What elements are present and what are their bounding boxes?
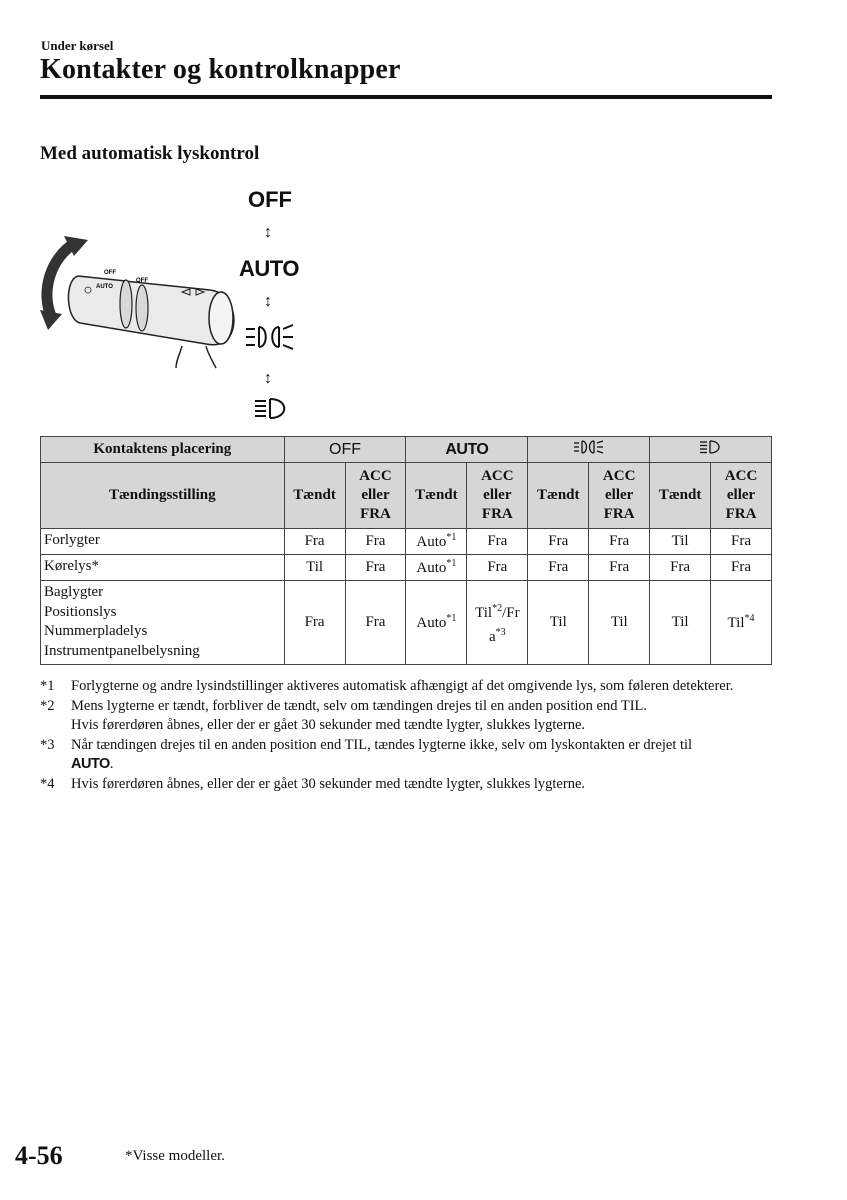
col-headlights xyxy=(650,437,772,463)
table-cell xyxy=(406,581,467,665)
footnote-line: Når tændingen drejes til en anden position end TIL, tændes lygterne ikke, selv om lyskontakten er drejet til xyxy=(71,736,693,753)
table-cell: Fra xyxy=(650,555,711,581)
table-cell: Til xyxy=(284,555,345,581)
acc-line-2: eller xyxy=(483,487,512,503)
ignition-acc xyxy=(345,463,406,529)
table-cell: Fra xyxy=(711,529,772,555)
footnote-ref: *1 xyxy=(446,558,457,569)
acc-line-3: FRA xyxy=(725,506,757,522)
footnote-ref: *2 xyxy=(492,602,503,614)
arrow-icon: ↕ xyxy=(264,224,272,241)
switch-ring-1 xyxy=(120,280,132,328)
table-cell: Til xyxy=(589,581,650,665)
table-row xyxy=(41,529,772,555)
col-auto xyxy=(406,437,528,463)
table-row xyxy=(41,555,772,581)
ignition-header-row xyxy=(41,463,772,529)
models-note: *Visse modeller. xyxy=(125,1148,225,1164)
footnote-ref: *1 xyxy=(446,532,457,543)
footnote-end: . xyxy=(109,756,114,772)
switch-label-auto: AUTO xyxy=(96,284,113,290)
table-cell: Fra xyxy=(528,529,589,555)
footnote-item xyxy=(40,677,770,697)
row-label-line: Baglygter xyxy=(44,584,104,600)
table-cell: Fra xyxy=(345,555,406,581)
switch-base xyxy=(176,346,216,368)
cell-value: Auto xyxy=(416,534,447,550)
cell-value: Til xyxy=(475,604,493,621)
row-label: Forlygter xyxy=(41,529,285,555)
table-cell: Fra xyxy=(345,529,406,555)
table-cell: Til xyxy=(528,581,589,665)
footnotes xyxy=(40,677,770,794)
acc-line-1: ACC xyxy=(359,468,392,484)
section-heading: Med automatisk lyskontrol xyxy=(40,143,260,164)
acc-line-2: eller xyxy=(605,487,634,503)
acc-line-3: FRA xyxy=(481,506,513,522)
arrow-icon: ↕ xyxy=(264,370,272,387)
headlight-icon xyxy=(253,396,293,422)
cell-value: Auto xyxy=(416,560,447,576)
col-parking xyxy=(528,437,650,463)
row-label-line: Positionslys xyxy=(44,603,117,620)
footnote-mark: *4 xyxy=(40,775,55,792)
section-label: Under kørsel xyxy=(41,38,114,53)
light-switch-illustration xyxy=(30,228,245,378)
footnote-item xyxy=(40,775,770,795)
row-label-line: Nummerpladelys xyxy=(44,623,148,639)
footnote-mark: *1 xyxy=(40,678,55,694)
footnote-line: Mens lygterne er tændt, forbliver de tændt, selv om tændingen drejes til en anden position end TIL. xyxy=(71,697,647,714)
ignition-header: Tændingsstilling xyxy=(41,463,285,529)
position-auto-label: AUTO xyxy=(239,256,299,281)
row-label-line: Instrumentpanelbelysning xyxy=(44,642,200,659)
col-off xyxy=(284,437,406,463)
row-label xyxy=(41,581,285,665)
acc-line-2: eller xyxy=(361,487,390,503)
ignition-on: Tændt xyxy=(528,463,589,529)
footnote-ref: *4 xyxy=(744,613,755,624)
acc-line-1: ACC xyxy=(602,468,636,484)
table-cell: Fra xyxy=(345,581,406,665)
table-cell: Fra xyxy=(467,555,528,581)
acc-line-1: ACC xyxy=(481,468,514,484)
footnote-mark: *3 xyxy=(40,736,55,753)
footnote-text: Forlygterne og andre lysindstillinger aktiveres automatisk afhængigt af det omgivende lys, som føleren detekterer. xyxy=(71,678,734,694)
footnote-ref: *3 xyxy=(495,626,506,638)
cell-value-part: a xyxy=(488,628,496,645)
ignition-on: Tændt xyxy=(650,463,711,529)
footnote-ref: *1 xyxy=(446,613,457,624)
table-cell xyxy=(711,581,772,665)
footnote-line: Hvis førerdøren åbnes, eller der er gået 30 sekunder med tændte lygter, slukkes lygterne. xyxy=(71,717,585,733)
footnote-item xyxy=(40,697,770,736)
footnote-text: Hvis førerdøren åbnes, eller der er gået 30 sekunder med tændte lygter, slukkes lygterne. xyxy=(71,775,585,792)
col-auto-label: AUTO xyxy=(445,440,489,458)
table-cell: Fra xyxy=(467,529,528,555)
footnote-mark: *2 xyxy=(40,697,55,714)
ignition-on: Tændt xyxy=(406,463,467,529)
table-cell: Til xyxy=(650,529,711,555)
cell-value: Auto xyxy=(416,615,447,631)
cell-value-part: /Fr xyxy=(502,604,520,621)
ignition-acc xyxy=(589,463,650,529)
page-number: 4-56 xyxy=(15,1141,63,1170)
footnote-text xyxy=(71,697,770,736)
cell-value: Til xyxy=(727,615,745,631)
parking-lights-icon xyxy=(573,439,605,455)
col-off-label: OFF xyxy=(329,440,361,458)
switch-ring-2 xyxy=(136,285,148,331)
table-cell: Fra xyxy=(284,529,345,555)
table-cell: Til xyxy=(650,581,711,665)
switch-position-header: Kontaktens placering xyxy=(41,437,285,463)
row-label: Kørelys* xyxy=(41,555,285,581)
table-header-row xyxy=(41,437,772,463)
rotation-arrow-head-bottom xyxy=(40,310,62,330)
ignition-acc xyxy=(467,463,528,529)
arrow-icon: ↕ xyxy=(264,293,272,310)
switch-label-off-1: OFF xyxy=(104,270,116,276)
light-settings-table xyxy=(40,436,772,665)
ignition-acc xyxy=(711,463,772,529)
footnote-text xyxy=(71,736,770,775)
acc-line-3: FRA xyxy=(360,506,391,522)
table-cell xyxy=(406,555,467,581)
ignition-on: Tændt xyxy=(284,463,345,529)
table-cell: Fra xyxy=(528,555,589,581)
auto-label: AUTO xyxy=(71,756,110,772)
header-rule xyxy=(40,95,772,99)
headlight-icon xyxy=(699,439,723,455)
table-row xyxy=(41,581,772,665)
table-cell: Fra xyxy=(711,555,772,581)
switch-end-cap xyxy=(209,292,233,344)
page-title: Kontakter og kontrolknapper xyxy=(40,54,401,85)
table-cell: Fra xyxy=(589,555,650,581)
table-cell: Fra xyxy=(589,529,650,555)
footnote-item xyxy=(40,736,770,775)
table-cell: Fra xyxy=(284,581,345,665)
table-cell xyxy=(406,529,467,555)
position-off-label: OFF xyxy=(248,187,292,212)
acc-line-1: ACC xyxy=(724,468,758,484)
table-cell xyxy=(467,581,528,665)
switch-label-off-2: OFF xyxy=(136,278,148,284)
parking-lights-icon xyxy=(244,322,296,352)
acc-line-2: eller xyxy=(726,487,756,503)
acc-line-3: FRA xyxy=(603,506,635,522)
